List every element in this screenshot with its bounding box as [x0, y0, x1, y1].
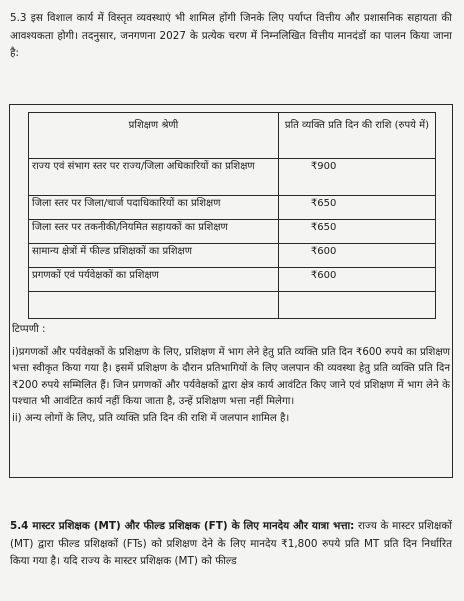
row-category: राज्य एवं संभाग स्तर पर राज्य/जिला अधिकारियों का प्रशिक्षण [29, 159, 279, 196]
financial-norms-table [28, 112, 436, 319]
row-amount: ₹900 [278, 159, 435, 196]
para-5-4 [10, 518, 452, 571]
para-5-4-text: राज्य के मास्टर प्रशिक्षकों (MT) द्वारा फील्ड प्रशिक्षकों (FTs) को प्रशिक्षण देने के लिए मानदेय ₹1,800 रुपये प्रति MT प्रति दिन निर्धारित किया गया है। यदि राज्य के मास्टर प्रशिक्षक (MT) को फील्ड [10, 520, 452, 567]
para-5-4-heading: 5.4 मास्टर प्रशिक्षक (MT) और फील्ड प्रशिक्षक (FT) के लिए मानदेय और यात्रा भत्ता: [10, 520, 355, 532]
table-row [29, 244, 436, 268]
row-category: प्रगणकों एवं पर्यवेक्षकों का प्रशिक्षण [29, 268, 279, 292]
table-row [29, 159, 436, 196]
note-item-1: i)प्रगणकों और पर्यवेक्षकों के प्रशिक्षण के लिए, प्रशिक्षण में भाग लेने हेतु प्रति व्यक्ति प्रति दिन ₹600 रुपये का प्रशिक्षण भत्ता स्वीकृत किया गया है। इसमें प्रशिक्षण के दौरान प्रतिभागियों के लिए जलपान की व्यवस्था हेतु प्रति व्यक्ति प्रति दिन ₹200 रुपये सम्मिलित हैं। जिन प्रगणकों और पर्यवेक्षकों द्वारा क्षेत्र कार्य आवंटित किए जाने एवं प्रशिक्षण में भाग लेने के पश्चात भी आवंटित कार्य नहीं किया जाता है, उन्हें प्रशिक्षण भत्ता नहीं मिलेगा। [12, 346, 450, 408]
notes-section [12, 322, 450, 428]
row-amount: ₹650 [278, 196, 435, 220]
header-training-category: प्रशिक्षण श्रेणी [29, 113, 279, 159]
row-category: जिला स्तर पर जिला/चार्ज पदाधिकारियों का प्रशिक्षण [29, 196, 279, 220]
table-row [29, 196, 436, 220]
table-header-row [29, 113, 436, 159]
row-category: सामान्य क्षेत्रों में फील्ड प्रशिक्षकों का प्रशिक्षण [29, 244, 279, 268]
header-amount-per-day: प्रति व्यक्ति प्रति दिन की राशि (रुपये में) [278, 113, 435, 159]
row-amount-empty [278, 292, 435, 319]
row-amount: ₹650 [278, 220, 435, 244]
row-category-empty [29, 292, 279, 319]
table-row-blank [29, 292, 436, 319]
para-5-3: 5.3 इस विशाल कार्य में विस्तृत व्यवस्थाएं भी शामिल होंगी जिनके लिए पर्याप्त वित्तीय और प्रशासनिक सहायता की आवश्यकता होगी। तदनुसार, जनगणना 2027 के प्रत्येक चरण में निम्नलिखित वित्तीय मानदंडों का पालन किया जाना है: [10, 12, 452, 59]
row-amount: ₹600 [278, 268, 435, 292]
notes-heading: टिप्पणी : [12, 324, 46, 335]
row-amount: ₹600 [278, 244, 435, 268]
table-row [29, 220, 436, 244]
note-item-2: ii) अन्य लोगों के लिए, प्रति व्यक्ति प्रति दिन की राशि में जलपान शामिल है। [12, 412, 290, 424]
table-row [29, 268, 436, 292]
row-category: जिला स्तर पर तकनीकी/नियमित सहायकों का प्रशिक्षण [29, 220, 279, 244]
